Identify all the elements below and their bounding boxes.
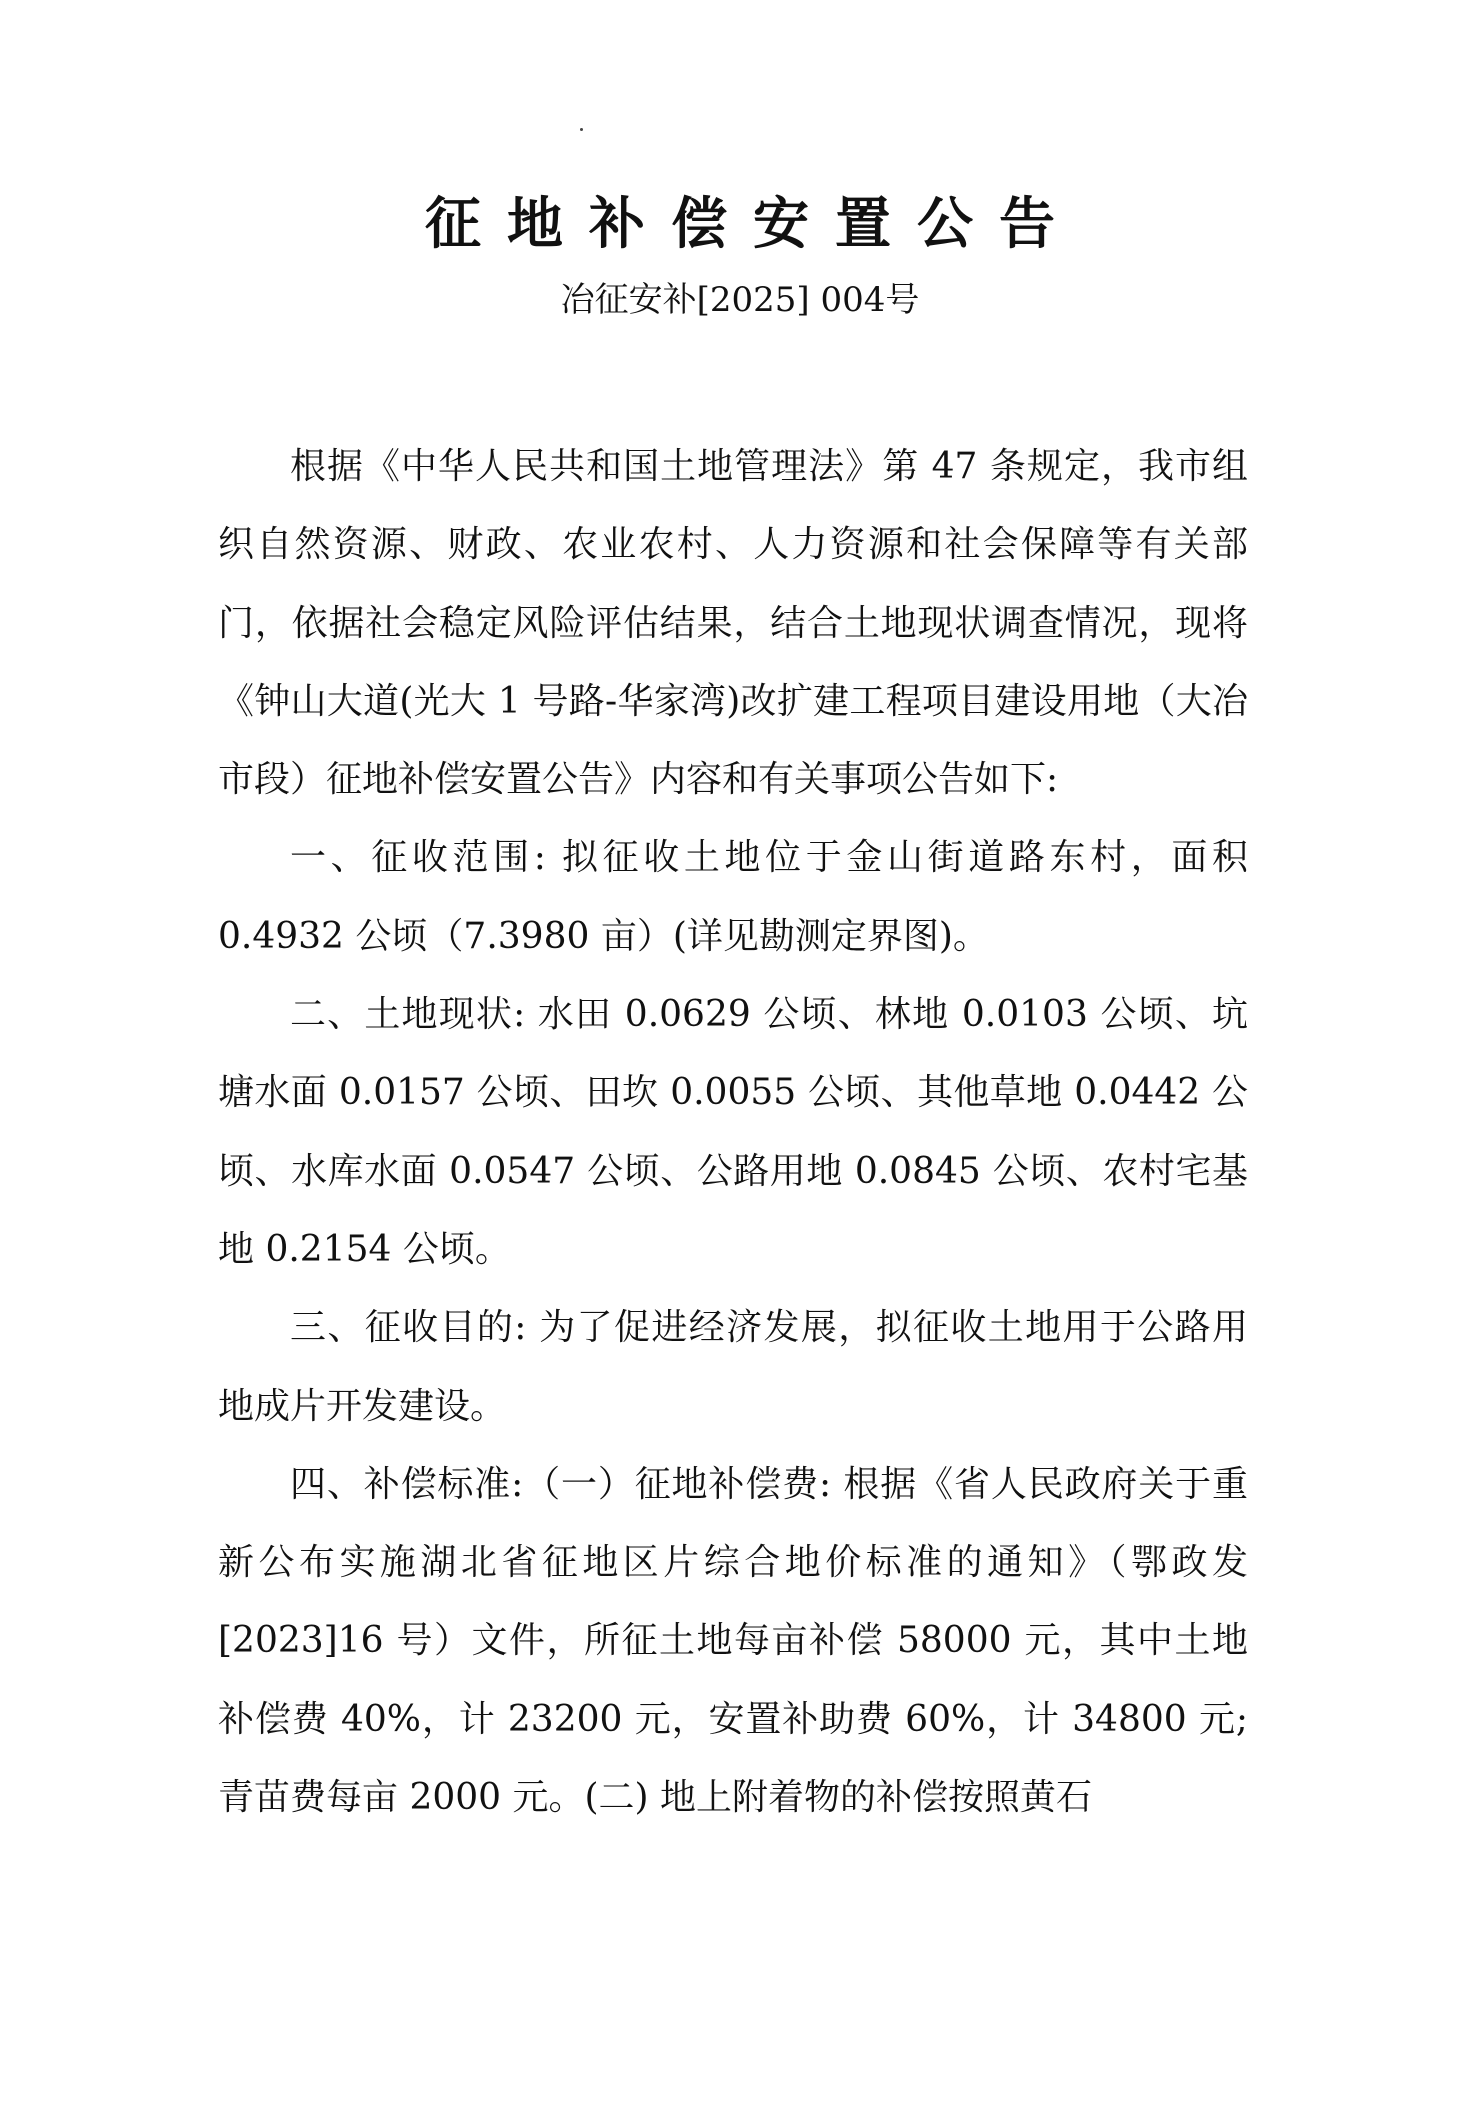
notice-body [218, 428, 1248, 1837]
document-number: 冶征安补[2025] 004号 [560, 280, 920, 320]
paragraph-scope: 一、征收范围: 拟征收土地位于金山街道路东村，面积 0.4932 公顷（7.3980 亩）(详见勘测定界图)。 [218, 837, 1248, 957]
paragraph-intro: 根据《中华人民共和国土地管理法》第 47 条规定，我市组织自然资源、财政、农业农村、人力资源和社会保障等有关部门，依据社会稳定风险评估结果，结合土地现状调查情况，现将《钟山大道(光大 1 号路-华家湾)改扩建工程项目建设用地（大冶市段）征地补偿安置公告》内容和有关事项公告如下: [218, 446, 1248, 801]
paragraph-land-status: 二、土地现状: 水田 0.0629 公顷、林地 0.0103 公顷、坑塘水面 0.0157 公顷、田坎 0.0055 公顷、其他草地 0.0442 公顷、水库水面 0.0547 公顷、公路用地 0.0845 公顷、农村宅基地 0.2154 公顷。 [218, 994, 1248, 1270]
paragraph-compensation: 四、补偿标准:（一）征地补偿费: 根据《省人民政府关于重新公布实施湖北省征地区片综合地价标准的通知》（鄂政发[2023]16 号）文件，所征土地每亩补偿 58000 元，其中土地补偿费 40%，计 23200 元，安置补助费 60%，计 34800 元; 青苗费每亩 2000 元。(二) 地上附着物的补偿按照黄石 [218, 1463, 1248, 1819]
paragraph-purpose: 三、征收目的: 为了促进经济发展，拟征收土地用于公路用地成片开发建设。 [218, 1307, 1248, 1427]
scan-speck [580, 128, 583, 131]
notice-title: 征地补偿安置公告 [425, 192, 1081, 257]
